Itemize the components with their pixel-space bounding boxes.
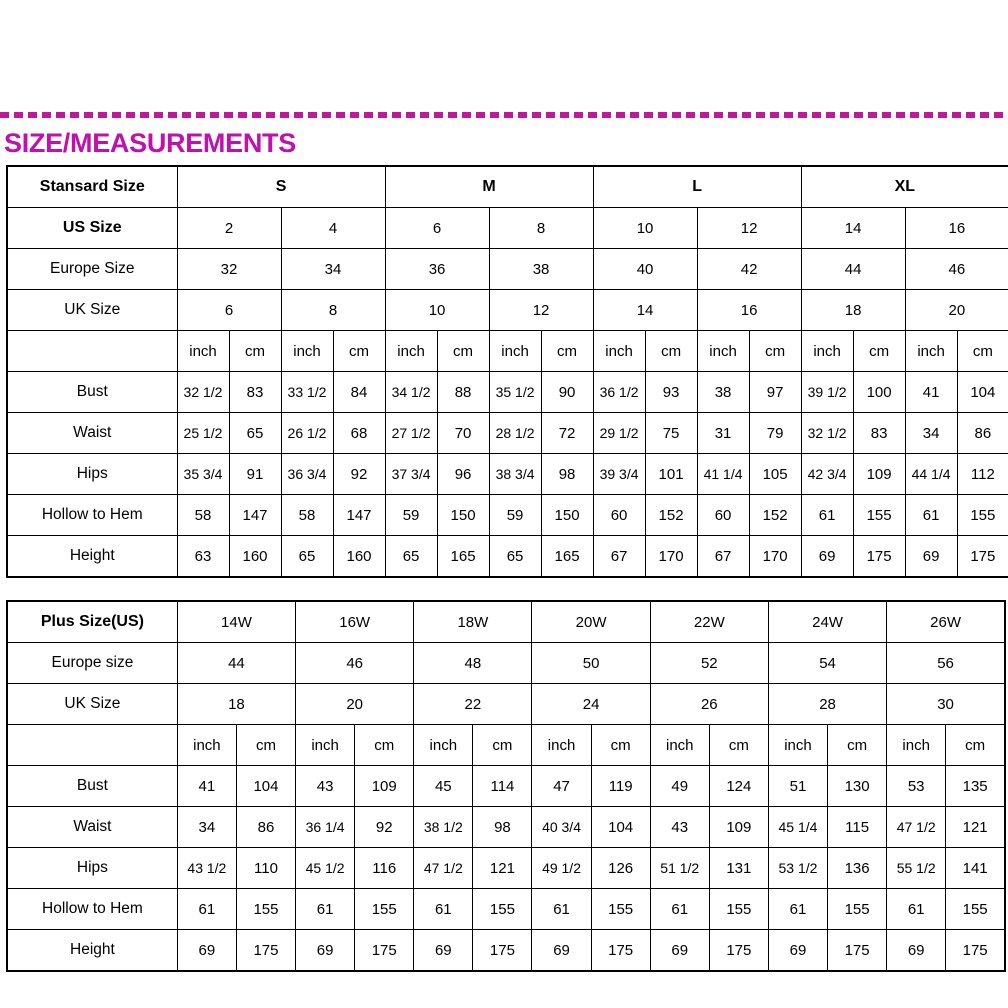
table-cell: 35 3/4 — [177, 454, 229, 495]
table-cell: 175 — [591, 930, 650, 972]
table-cell: 119 — [591, 766, 650, 807]
table-cell: 165 — [437, 536, 489, 578]
table-cell: 53 — [887, 766, 946, 807]
table-cell: 20 — [905, 290, 1008, 331]
table-cell: cm — [946, 725, 1005, 766]
table-cell: 34 — [177, 807, 236, 848]
table-cell: 69 — [177, 930, 236, 972]
table-cell: inch — [177, 331, 229, 372]
table-cell: 53 1/2 — [768, 848, 827, 889]
table-cell: 59 — [385, 495, 437, 536]
table-cell: 130 — [828, 766, 887, 807]
row-label: Hollow to Hem — [7, 889, 177, 930]
table-cell: 155 — [591, 889, 650, 930]
table-cell: 16 — [697, 290, 801, 331]
table-row — [7, 766, 1005, 807]
table-cell: 61 — [801, 495, 853, 536]
table-cell: 55 1/2 — [887, 848, 946, 889]
table-cell: 104 — [957, 372, 1008, 413]
table-cell: 41 — [905, 372, 957, 413]
plus-size-table-body — [7, 601, 1005, 971]
table-cell: 68 — [333, 413, 385, 454]
table-row — [7, 454, 1008, 495]
table-cell: 40 3/4 — [532, 807, 591, 848]
table-cell: 47 1/2 — [887, 807, 946, 848]
row-label: Plus Size(US) — [7, 601, 177, 643]
row-label: Stansard Size — [7, 166, 177, 208]
table-cell: 10 — [385, 290, 489, 331]
table-cell: 109 — [355, 766, 414, 807]
row-label: Hollow to Hem — [7, 495, 177, 536]
table-cell: 28 1/2 — [489, 413, 541, 454]
table-cell: 155 — [957, 495, 1008, 536]
table-cell: 155 — [853, 495, 905, 536]
table-cell: 36 1/4 — [296, 807, 355, 848]
table-cell: 147 — [229, 495, 281, 536]
table-cell: 147 — [333, 495, 385, 536]
table-cell: 12 — [697, 208, 801, 249]
table-cell: 4 — [281, 208, 385, 249]
table-row — [7, 495, 1008, 536]
table-cell: 115 — [828, 807, 887, 848]
table-cell: 14W — [177, 601, 295, 643]
table-cell: 16W — [296, 601, 414, 643]
table-cell: inch — [177, 725, 236, 766]
table-cell: 60 — [697, 495, 749, 536]
table-cell: 30 — [887, 684, 1005, 725]
table-cell: 155 — [236, 889, 295, 930]
table-cell: cm — [591, 725, 650, 766]
table-cell: 41 1/4 — [697, 454, 749, 495]
table-cell: 49 — [650, 766, 709, 807]
table-cell: 152 — [749, 495, 801, 536]
table-cell: 86 — [236, 807, 295, 848]
table-cell: inch — [593, 331, 645, 372]
table-cell: cm — [541, 331, 593, 372]
table-cell: cm — [437, 331, 489, 372]
table-cell: 34 — [905, 413, 957, 454]
table-cell: 42 — [697, 249, 801, 290]
table-cell: 45 1/4 — [768, 807, 827, 848]
table-cell: 67 — [593, 536, 645, 578]
table-cell: 26 1/2 — [281, 413, 333, 454]
table-cell: 170 — [645, 536, 697, 578]
row-label: Europe size — [7, 643, 177, 684]
table-row — [7, 848, 1005, 889]
table-cell: 90 — [541, 372, 593, 413]
table-cell: S — [177, 166, 385, 208]
table-cell: 24 — [532, 684, 650, 725]
table-cell: 84 — [333, 372, 385, 413]
table-cell: 93 — [645, 372, 697, 413]
table-cell: inch — [697, 331, 749, 372]
table-cell: 56 — [887, 643, 1005, 684]
row-label: Hips — [7, 454, 177, 495]
table-cell: 38 1/2 — [414, 807, 473, 848]
row-label: Height — [7, 536, 177, 578]
row-label: Waist — [7, 807, 177, 848]
table-cell: 44 — [801, 249, 905, 290]
table-cell: 135 — [946, 766, 1005, 807]
table-cell: 60 — [593, 495, 645, 536]
table-row — [7, 601, 1005, 643]
table-cell: 61 — [177, 889, 236, 930]
table-cell: 22W — [650, 601, 768, 643]
table-cell: 160 — [229, 536, 281, 578]
table-cell: 47 1/2 — [414, 848, 473, 889]
table-cell: inch — [414, 725, 473, 766]
table-row — [7, 331, 1008, 372]
table-cell: 43 1/2 — [177, 848, 236, 889]
table-cell: 38 — [489, 249, 593, 290]
table-row — [7, 684, 1005, 725]
table-cell: 150 — [437, 495, 489, 536]
table-cell: 136 — [828, 848, 887, 889]
table-cell: 175 — [709, 930, 768, 972]
table-cell: 61 — [532, 889, 591, 930]
table-cell: 116 — [355, 848, 414, 889]
table-cell: 52 — [650, 643, 768, 684]
table-cell: 50 — [532, 643, 650, 684]
table-cell: cm — [749, 331, 801, 372]
table-cell: 29 1/2 — [593, 413, 645, 454]
table-cell: 96 — [437, 454, 489, 495]
row-label: UK Size — [7, 290, 177, 331]
table-cell: L — [593, 166, 801, 208]
table-cell: 72 — [541, 413, 593, 454]
table-cell: 43 — [296, 766, 355, 807]
table-cell: 42 3/4 — [801, 454, 853, 495]
table-cell: 65 — [489, 536, 541, 578]
table-cell: 65 — [385, 536, 437, 578]
table-cell: 48 — [414, 643, 532, 684]
table-cell: 34 — [281, 249, 385, 290]
table-cell: 69 — [414, 930, 473, 972]
table-cell: 98 — [473, 807, 532, 848]
table-cell: 26 — [650, 684, 768, 725]
table-cell: 61 — [414, 889, 473, 930]
table-row — [7, 413, 1008, 454]
table-cell: 88 — [437, 372, 489, 413]
table-cell: cm — [333, 331, 385, 372]
row-label: UK Size — [7, 684, 177, 725]
table-cell: inch — [385, 331, 437, 372]
table-cell: 27 1/2 — [385, 413, 437, 454]
table-cell: 8 — [281, 290, 385, 331]
table-cell: 46 — [296, 643, 414, 684]
table-cell: 44 1/4 — [905, 454, 957, 495]
table-cell: 155 — [828, 889, 887, 930]
table-cell: 175 — [853, 536, 905, 578]
table-cell: 14 — [593, 290, 697, 331]
table-cell: inch — [887, 725, 946, 766]
table-cell: 141 — [946, 848, 1005, 889]
table-cell: 16 — [905, 208, 1008, 249]
table-cell: 28 — [768, 684, 886, 725]
table-cell: 61 — [768, 889, 827, 930]
table-cell: 65 — [229, 413, 281, 454]
table-cell: 165 — [541, 536, 593, 578]
page-title: SIZE/MEASUREMENTS — [4, 128, 296, 158]
table-cell: 8 — [489, 208, 593, 249]
table-cell: 18W — [414, 601, 532, 643]
row-label: Waist — [7, 413, 177, 454]
table-cell: cm — [853, 331, 905, 372]
table-cell: 69 — [887, 930, 946, 972]
table-row — [7, 643, 1005, 684]
table-row — [7, 536, 1008, 578]
table-cell: 69 — [650, 930, 709, 972]
table-cell: cm — [229, 331, 281, 372]
table-cell: 32 1/2 — [177, 372, 229, 413]
table-cell: 175 — [473, 930, 532, 972]
table-cell: 41 — [177, 766, 236, 807]
table-row — [7, 290, 1008, 331]
table-cell: 43 — [650, 807, 709, 848]
table-spacer — [0, 578, 1008, 600]
table-cell: 92 — [355, 807, 414, 848]
table-cell: 175 — [946, 930, 1005, 972]
table-cell: 61 — [905, 495, 957, 536]
table-cell: 98 — [541, 454, 593, 495]
row-label: Bust — [7, 766, 177, 807]
table-cell: 75 — [645, 413, 697, 454]
table-cell: 37 3/4 — [385, 454, 437, 495]
top-whitespace — [0, 0, 1008, 112]
table-cell: 105 — [749, 454, 801, 495]
table-cell: 114 — [473, 766, 532, 807]
table-cell: 10 — [593, 208, 697, 249]
table-cell: 51 1/2 — [650, 848, 709, 889]
table-cell: 67 — [697, 536, 749, 578]
table-row — [7, 249, 1008, 290]
table-cell: 35 1/2 — [489, 372, 541, 413]
table-row — [7, 930, 1005, 972]
table-cell: 45 — [414, 766, 473, 807]
table-cell: 69 — [296, 930, 355, 972]
table-cell: 61 — [887, 889, 946, 930]
table-cell: cm — [236, 725, 295, 766]
table-cell: 34 1/2 — [385, 372, 437, 413]
table-cell: 175 — [828, 930, 887, 972]
table-cell: 155 — [709, 889, 768, 930]
table-cell: 170 — [749, 536, 801, 578]
table-cell: 44 — [177, 643, 295, 684]
table-cell: 83 — [853, 413, 905, 454]
plus-size-table-wrap — [0, 600, 1008, 972]
table-cell: 69 — [801, 536, 853, 578]
table-cell: cm — [957, 331, 1008, 372]
table-cell: 18 — [801, 290, 905, 331]
table-cell: 33 1/2 — [281, 372, 333, 413]
table-cell: 101 — [645, 454, 697, 495]
table-cell: 46 — [905, 249, 1008, 290]
table-cell: 160 — [333, 536, 385, 578]
table-cell: 61 — [650, 889, 709, 930]
table-cell: 36 3/4 — [281, 454, 333, 495]
table-cell: inch — [905, 331, 957, 372]
table-cell: 40 — [593, 249, 697, 290]
table-cell: 124 — [709, 766, 768, 807]
table-cell: inch — [281, 331, 333, 372]
table-cell: M — [385, 166, 593, 208]
table-cell: inch — [296, 725, 355, 766]
table-cell: cm — [355, 725, 414, 766]
table-cell: 175 — [236, 930, 295, 972]
table-cell: 97 — [749, 372, 801, 413]
row-label: Hips — [7, 848, 177, 889]
table-cell: 59 — [489, 495, 541, 536]
table-cell: 61 — [296, 889, 355, 930]
table-row — [7, 208, 1008, 249]
table-cell: cm — [828, 725, 887, 766]
table-cell: 6 — [177, 290, 281, 331]
table-cell: 18 — [177, 684, 295, 725]
table-cell: 83 — [229, 372, 281, 413]
table-cell: 36 1/2 — [593, 372, 645, 413]
table-cell: 121 — [946, 807, 1005, 848]
table-cell: 70 — [437, 413, 489, 454]
table-cell: 104 — [236, 766, 295, 807]
table-cell: 6 — [385, 208, 489, 249]
table-cell: 54 — [768, 643, 886, 684]
row-label: US Size — [7, 208, 177, 249]
table-cell: 49 1/2 — [532, 848, 591, 889]
table-cell: cm — [709, 725, 768, 766]
row-label: Europe Size — [7, 249, 177, 290]
table-cell: 69 — [905, 536, 957, 578]
table-cell: 65 — [281, 536, 333, 578]
table-cell: 24W — [768, 601, 886, 643]
table-row — [7, 889, 1005, 930]
table-cell: 100 — [853, 372, 905, 413]
table-cell: 58 — [177, 495, 229, 536]
table-cell: 51 — [768, 766, 827, 807]
table-cell: 2 — [177, 208, 281, 249]
table-cell: 69 — [768, 930, 827, 972]
table-cell: cm — [645, 331, 697, 372]
table-cell: 109 — [709, 807, 768, 848]
table-cell: 155 — [473, 889, 532, 930]
table-row — [7, 372, 1008, 413]
table-cell: 26W — [887, 601, 1005, 643]
standard-size-table-body — [7, 166, 1008, 577]
table-cell: 104 — [591, 807, 650, 848]
table-cell: 155 — [355, 889, 414, 930]
table-cell: 112 — [957, 454, 1008, 495]
row-label: Bust — [7, 372, 177, 413]
table-cell: 31 — [697, 413, 749, 454]
standard-size-table — [6, 165, 1008, 578]
table-cell: 25 1/2 — [177, 413, 229, 454]
row-label — [7, 331, 177, 372]
table-cell: 131 — [709, 848, 768, 889]
table-cell: 20 — [296, 684, 414, 725]
table-cell: 47 — [532, 766, 591, 807]
table-cell: 39 3/4 — [593, 454, 645, 495]
table-cell: 58 — [281, 495, 333, 536]
table-cell: inch — [768, 725, 827, 766]
table-cell: 22 — [414, 684, 532, 725]
table-cell: 32 — [177, 249, 281, 290]
table-cell: 175 — [957, 536, 1008, 578]
table-cell: XL — [801, 166, 1008, 208]
table-cell: 155 — [946, 889, 1005, 930]
table-row — [7, 725, 1005, 766]
table-cell: 109 — [853, 454, 905, 495]
standard-size-table-wrap — [0, 165, 1008, 578]
table-row — [7, 807, 1005, 848]
table-cell: 79 — [749, 413, 801, 454]
table-cell: 150 — [541, 495, 593, 536]
table-cell: 126 — [591, 848, 650, 889]
plus-size-table — [6, 600, 1006, 972]
table-cell: 152 — [645, 495, 697, 536]
table-cell: 39 1/2 — [801, 372, 853, 413]
table-cell: inch — [801, 331, 853, 372]
table-cell: 45 1/2 — [296, 848, 355, 889]
table-cell: 14 — [801, 208, 905, 249]
table-cell: 38 — [697, 372, 749, 413]
table-cell: 36 — [385, 249, 489, 290]
table-cell: 32 1/2 — [801, 413, 853, 454]
row-label: Height — [7, 930, 177, 972]
table-cell: 38 3/4 — [489, 454, 541, 495]
table-row — [7, 166, 1008, 208]
table-cell: 86 — [957, 413, 1008, 454]
table-cell: 63 — [177, 536, 229, 578]
row-label — [7, 725, 177, 766]
table-cell: 69 — [532, 930, 591, 972]
table-cell: 12 — [489, 290, 593, 331]
table-cell: 91 — [229, 454, 281, 495]
table-cell: 92 — [333, 454, 385, 495]
table-cell: 175 — [355, 930, 414, 972]
table-cell: cm — [473, 725, 532, 766]
table-cell: inch — [489, 331, 541, 372]
table-cell: 121 — [473, 848, 532, 889]
table-cell: inch — [650, 725, 709, 766]
table-cell: inch — [532, 725, 591, 766]
table-cell: 20W — [532, 601, 650, 643]
table-cell: 110 — [236, 848, 295, 889]
